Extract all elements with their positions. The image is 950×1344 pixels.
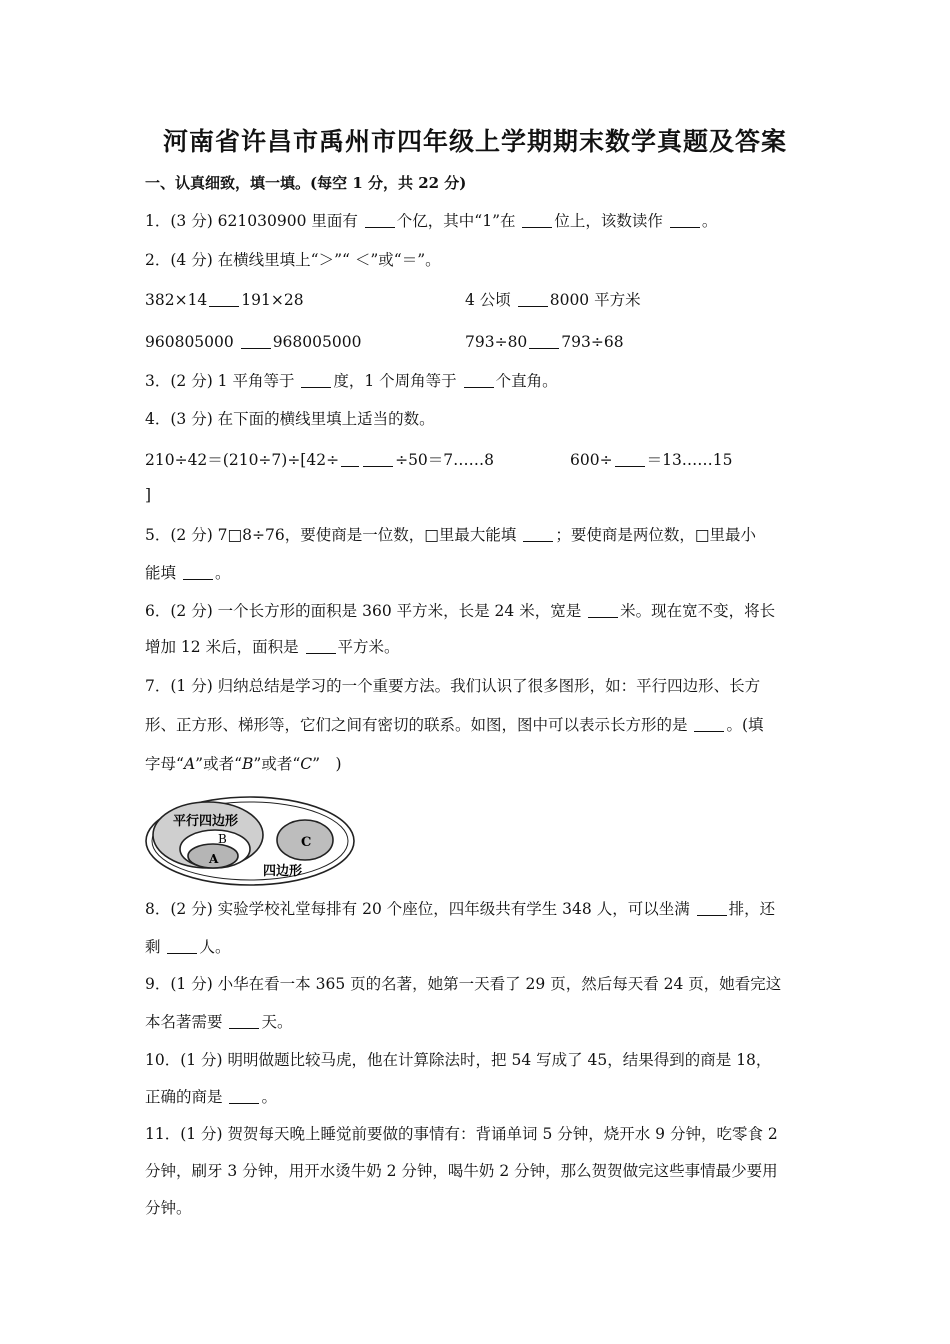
answer-blank[interactable]: [229, 1013, 259, 1029]
venn-label-parallelogram: 平行四边形: [173, 814, 239, 829]
question-7-cont: 形、正方形、梯形等，它们之间有密切的联系。如图，图中可以表示长方形的是 。(填: [145, 716, 764, 734]
question-8: 8．(2 分) 实验学校礼堂每排有 20 个座位，四年级共有学生 348 人，可以坐满 排，还: [145, 900, 776, 918]
answer-blank[interactable]: [588, 602, 618, 618]
answer-blank[interactable]: [518, 291, 548, 307]
answer-blank[interactable]: [670, 212, 700, 228]
question-4-item: 600÷ ＝13……15: [570, 451, 733, 469]
answer-blank[interactable]: [694, 716, 724, 732]
answer-blank[interactable]: [241, 333, 271, 349]
venn-label-a: A: [209, 852, 219, 866]
question-2-item: 4 公顷 8000 平方米: [465, 291, 641, 309]
question-10: 10．(1 分) 明明做题比较马虎，他在计算除法时，把 54 写成了 45，结果得到的商是 18，: [145, 1051, 772, 1069]
question-4-bracket: ]: [145, 486, 152, 504]
question-11: 11．(1 分) 贺贺每天晚上睡觉前要做的事情有：背诵单词 5 分钟，烧开水 9 分钟，吃零食 2: [145, 1125, 778, 1143]
question-7: 7．(1 分) 归纳总结是学习的一个重要方法。我们认识了很多图形，如：平行四边形、长方: [145, 677, 761, 695]
answer-blank[interactable]: [301, 372, 331, 388]
page-title: 河南省许昌市禹州市四年级上学期期末数学真题及答案: [162, 127, 787, 156]
question-4-item: 210÷42＝(210÷7)÷[42÷ ÷50＝7……8: [145, 451, 495, 469]
question-5-cont: 能填 。: [145, 564, 231, 582]
section-heading: 一、认真细致，填一填。(每空 1 分，共 22 分): [145, 174, 467, 192]
question-1: 1．(3 分) 621030900 里面有 个亿，其中“1”在 位上，该数读作 。: [145, 212, 718, 230]
answer-blank[interactable]: [523, 526, 553, 542]
question-2-stem: 2．(4 分) 在横线里填上“＞”“ ＜”或“＝”。: [145, 251, 441, 269]
question-10-cont: 正确的商是 。: [145, 1088, 277, 1106]
question-2-item: 382×14 191×28: [145, 291, 304, 309]
question-3: 3．(2 分) 1 平角等于 度，1 个周角等于 个直角。: [145, 372, 558, 390]
answer-blank[interactable]: [209, 291, 239, 307]
question-11-cont: 分钟。: [145, 1199, 192, 1217]
answer-blank[interactable]: [229, 1088, 259, 1104]
question-8-cont: 剩 人。: [145, 938, 231, 956]
question-6-cont: 增加 12 米后，面积是 平方米。: [145, 638, 400, 656]
question-9: 9．(1 分) 小华在看一本 365 页的名著，她第一天看了 29 页，然后每天看 24 页，她看完这: [145, 975, 782, 993]
question-5: 5．(2 分) 7□8÷76，要使商是一位数，□里最大能填 ；要使商是两位数，□里最小: [145, 526, 756, 544]
answer-blank[interactable]: [529, 333, 559, 349]
quadrilateral-venn-diagram: [143, 793, 359, 889]
answer-blank[interactable]: [167, 938, 197, 954]
question-6: 6．(2 分) 一个长方形的面积是 360 平方米，长是 24 米，宽是 米。现在宽不变，将长: [145, 602, 776, 620]
question-2-item: 793÷80 793÷68: [465, 333, 624, 351]
answer-blank[interactable]: [697, 900, 727, 916]
answer-blank[interactable]: [183, 564, 213, 580]
venn-label-c: C: [301, 835, 312, 850]
answer-blank[interactable]: [341, 451, 359, 467]
answer-blank[interactable]: [522, 212, 552, 228]
question-9-cont: 本名著需要 天。: [145, 1013, 293, 1031]
answer-blank[interactable]: [615, 451, 645, 467]
question-7-cont: 字母“A”或者“B”或者“C” ): [145, 755, 342, 773]
answer-blank[interactable]: [306, 638, 336, 654]
answer-blank[interactable]: [365, 212, 395, 228]
answer-blank[interactable]: [464, 372, 494, 388]
venn-label-quadrilateral: 四边形: [263, 864, 303, 879]
question-2-item: 960805000 968005000: [145, 333, 362, 351]
question-4-stem: 4．(3 分) 在下面的横线里填上适当的数。: [145, 410, 435, 428]
venn-label-b: B: [218, 832, 227, 846]
question-11-cont: 分钟，刷牙 3 分钟，用开水烫牛奶 2 分钟，喝牛奶 2 分钟，那么贺贺做完这些事情最少要用: [145, 1162, 778, 1180]
answer-blank[interactable]: [363, 451, 393, 467]
